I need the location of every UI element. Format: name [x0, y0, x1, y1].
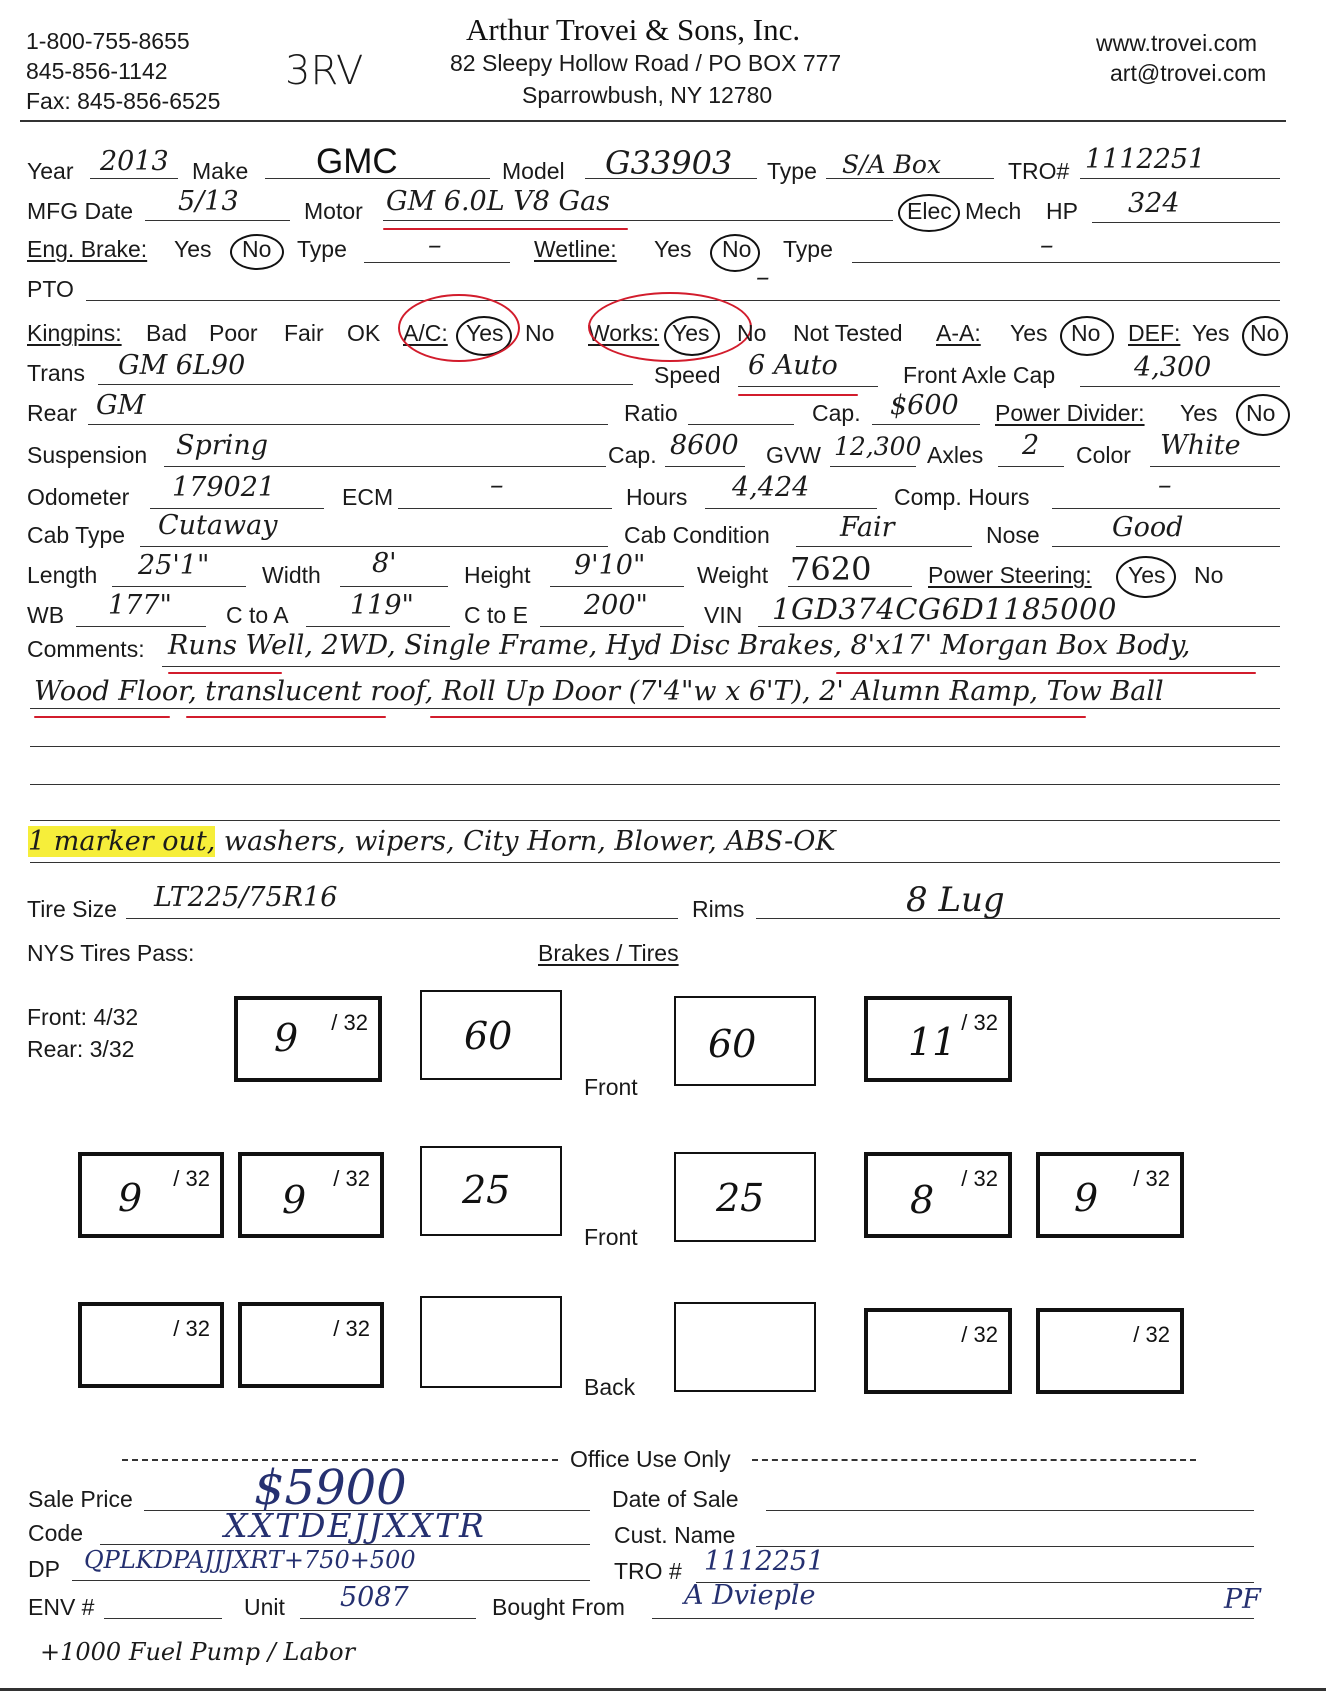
wetline-label: Wetline:	[534, 236, 617, 262]
ecm-label: ECM	[342, 484, 394, 510]
height-label: Height	[464, 562, 531, 588]
rear-cap-label: Cap.	[812, 400, 861, 426]
code-value[interactable]: XXTDEJJXXTR	[224, 1506, 486, 1545]
tire-size-line	[126, 918, 678, 919]
type-label: Type	[767, 158, 817, 184]
axles-line	[998, 466, 1064, 467]
comments-highlight: 1 marker out,	[28, 826, 216, 857]
susp-cap-label: Cap.	[608, 442, 657, 468]
power-steering-yes-circle	[1116, 556, 1176, 598]
initials-value[interactable]: PF	[1224, 1584, 1261, 1615]
trans-value[interactable]: GM 6L90	[118, 350, 246, 381]
wb-label: WB	[27, 602, 65, 628]
dp-value[interactable]: QPLKDPAJJJXRT+750+500	[84, 1546, 416, 1574]
nys-tires-pass-label: NYS Tires Pass:	[27, 940, 195, 966]
def-yes[interactable]: Yes	[1192, 320, 1230, 346]
front-label-2: Front	[584, 1224, 638, 1250]
header-divider	[20, 120, 1286, 122]
date-of-sale-label: Date of Sale	[612, 1486, 739, 1512]
type-value[interactable]: S/A Box	[842, 150, 942, 179]
suspension-label: Suspension	[27, 442, 148, 468]
width-line	[340, 586, 448, 587]
wetline-type-label: Type	[783, 236, 833, 262]
comp-hours-value[interactable]: –	[1158, 470, 1172, 501]
power-divider-no-circle	[1236, 394, 1290, 436]
email: art@trovei.com	[1110, 60, 1267, 86]
speed-value[interactable]: 6 Auto	[748, 350, 838, 381]
handwritten-code: 3RV	[285, 48, 364, 94]
rims-line	[756, 918, 1280, 919]
tire-box-r1-right-outer[interactable]	[864, 996, 1012, 1082]
hp-value[interactable]: 324	[1128, 188, 1180, 219]
eng-brake-type-label: Type	[297, 236, 347, 262]
env-label: ENV #	[28, 1594, 95, 1620]
vin-label: VIN	[704, 602, 743, 628]
tire-tread-value: 9	[282, 1178, 307, 1222]
tire-tread-value: 11	[908, 1020, 957, 1064]
wetline-type-line	[852, 262, 1280, 263]
bottom-border	[0, 1688, 1326, 1691]
ecm-value[interactable]: –	[490, 470, 504, 501]
office-divider-right	[752, 1459, 1196, 1461]
axles-value[interactable]: 2	[1022, 430, 1040, 461]
cab-condition-value[interactable]: Fair	[840, 512, 895, 543]
gvw-value[interactable]: 12,300	[834, 432, 922, 461]
rims-label: Rims	[692, 896, 745, 922]
tire-box-r2-right-inner[interactable]	[864, 1152, 1012, 1238]
comments-line-3-rest: washers, wipers, City Horn, Blower, ABS-OK	[215, 826, 836, 857]
model-value[interactable]: G33903	[605, 144, 733, 182]
comp-hours-line	[1052, 508, 1280, 509]
eng-brake-no[interactable]: No	[242, 236, 272, 262]
tire-box-r3-left-outer[interactable]	[78, 1302, 224, 1388]
per32-label: / 32	[173, 1166, 210, 1191]
ratio-label: Ratio	[624, 400, 678, 426]
cab-condition-label: Cab Condition	[624, 522, 770, 548]
brakes-tires-label: Brakes / Tires	[538, 940, 679, 966]
mech-label[interactable]: Mech	[965, 198, 1022, 224]
tire-size-value[interactable]: LT225/75R16	[154, 882, 338, 913]
nose-label: Nose	[986, 522, 1040, 548]
tire-tread-value: 9	[118, 1176, 143, 1220]
make-value[interactable]: GMC	[316, 142, 398, 181]
fax: Fax: 845-856-6525	[26, 88, 221, 114]
wetline-yes[interactable]: Yes	[654, 236, 692, 262]
tro-num-label: TRO #	[614, 1558, 682, 1584]
hp-line	[1092, 222, 1280, 223]
def-no[interactable]: No	[1250, 320, 1280, 346]
rear-label: Rear	[27, 400, 77, 426]
comp-hours-label: Comp. Hours	[894, 484, 1030, 510]
length-label: Length	[27, 562, 98, 588]
odometer-line	[150, 508, 324, 509]
comments-red-ul-2a	[34, 716, 170, 718]
nose-line	[1052, 546, 1280, 547]
rear-cap-value[interactable]: $600	[890, 390, 959, 421]
c-to-a-value[interactable]: 119"	[350, 590, 414, 621]
bought-from-value[interactable]: A Dvieple	[684, 1580, 816, 1611]
front-spec: Front: 4/32	[27, 1004, 139, 1030]
gvw-line	[830, 466, 916, 467]
tire-box-r1-left-outer[interactable]	[234, 996, 382, 1082]
hours-label: Hours	[626, 484, 688, 510]
height-line	[550, 586, 684, 587]
tire-tread-value: 9	[274, 1016, 299, 1060]
elec-label[interactable]: Elec	[907, 198, 952, 224]
mfg-date-label: MFG Date	[27, 198, 134, 224]
width-label: Width	[262, 562, 321, 588]
color-value[interactable]: White	[1160, 430, 1241, 461]
comments-red-ul-1b	[836, 672, 1256, 674]
comments-rule-6	[30, 862, 1280, 863]
front-axle-cap-value[interactable]: 4,300	[1134, 352, 1212, 383]
tro-num-value[interactable]: 1112251	[704, 1546, 825, 1577]
speed-line	[738, 386, 878, 387]
eng-brake-yes[interactable]: Yes	[174, 236, 212, 262]
brake-box-r2-right[interactable]	[674, 1152, 816, 1242]
speed-label: Speed	[654, 362, 721, 388]
tire-box-r3-left-inner[interactable]	[238, 1302, 384, 1388]
comments-line-1[interactable]: Runs Well, 2WD, Single Frame, Hyd Disc Brakes, 8'x17' Morgan Box Body,	[168, 630, 1191, 661]
power-steering-label: Power Steering:	[928, 562, 1092, 588]
comments-line-3[interactable]	[28, 826, 836, 857]
front-axle-cap-label: Front Axle Cap	[903, 362, 1056, 388]
make-label: Make	[192, 158, 249, 184]
tire-box-r2-right-outer[interactable]	[1036, 1152, 1184, 1238]
rims-value[interactable]: 8 Lug	[906, 880, 1005, 920]
length-value[interactable]: 25'1"	[138, 550, 210, 581]
works-not-tested[interactable]: Not Tested	[793, 320, 903, 346]
eng-brake-type-line	[364, 262, 510, 263]
c-to-e-label: C to E	[464, 602, 528, 628]
vin-value[interactable]: 1GD374CG6D1185000	[772, 592, 1117, 626]
comments-rule-1	[162, 666, 1280, 667]
per32-label: / 32	[961, 1010, 998, 1035]
def-label: DEF:	[1128, 320, 1181, 346]
cust-name-label: Cust. Name	[614, 1522, 736, 1548]
tro-label: TRO#	[1008, 158, 1070, 184]
address-line-1: 82 Sleepy Hollow Road / PO BOX 777	[450, 50, 842, 76]
kingpins-label: Kingpins:	[27, 320, 122, 346]
eng-brake-no-circle	[230, 234, 284, 270]
dp-line	[72, 1580, 590, 1581]
aa-label: A-A:	[936, 320, 981, 346]
comments-rule-4	[30, 784, 1280, 785]
motor-label: Motor	[304, 198, 363, 224]
kingpins-ok[interactable]: OK	[347, 320, 381, 346]
bought-from-label: Bought From	[492, 1594, 625, 1620]
def-no-circle	[1242, 316, 1288, 356]
unit-value[interactable]: 5087	[340, 1582, 409, 1613]
trans-line	[98, 384, 633, 385]
year-line	[90, 178, 178, 179]
comments-label: Comments:	[27, 636, 145, 662]
per32-label: / 32	[961, 1166, 998, 1191]
works-red-circle	[588, 292, 752, 362]
back-label: Back	[584, 1374, 636, 1400]
ac-yes[interactable]: Yes	[466, 320, 504, 346]
wetline-type-value[interactable]: –	[1040, 230, 1054, 261]
per32-label: / 32	[333, 1166, 370, 1191]
elec-circle	[898, 194, 960, 232]
sale-price-label: Sale Price	[28, 1486, 133, 1512]
speed-red-underline	[738, 394, 858, 396]
cab-type-value[interactable]: Cutaway	[158, 510, 278, 541]
comments-red-ul-2b	[186, 716, 386, 718]
code-label: Code	[28, 1520, 83, 1546]
mfg-date-value[interactable]: 5/13	[178, 186, 239, 217]
brake-box-r2-left[interactable]	[420, 1146, 562, 1236]
phone-2: 845-856-1142	[26, 58, 168, 84]
brake-value: 25	[716, 1176, 765, 1220]
comments-rule-3	[30, 746, 1280, 747]
ac-label: A/C:	[403, 320, 448, 346]
c-to-a-line	[306, 626, 450, 627]
power-divider-label: Power Divider:	[995, 400, 1145, 426]
office-use-only-label: Office Use Only	[570, 1446, 731, 1472]
footer-note: +1000 Fuel Pump / Labor	[40, 1638, 356, 1666]
address-line-2: Sparrowbush, NY 12780	[522, 82, 773, 108]
front-axle-cap-line	[1080, 386, 1280, 387]
c-to-e-value[interactable]: 200"	[584, 590, 648, 621]
works-label: Works:	[588, 320, 660, 346]
ac-no[interactable]: No	[525, 320, 555, 346]
phone-1: 1-800-755-8655	[26, 28, 190, 54]
per32-label: / 32	[961, 1322, 998, 1347]
brake-value: 60	[708, 1022, 757, 1066]
date-of-sale-line	[766, 1510, 1254, 1511]
suspension-value[interactable]: Spring	[176, 430, 268, 461]
aa-no[interactable]: No	[1071, 320, 1101, 346]
brake-value: 25	[462, 1168, 511, 1212]
motor-red-underline	[383, 228, 628, 230]
weight-label: Weight	[697, 562, 769, 588]
year-value[interactable]: 2013	[100, 146, 169, 177]
c-to-a-label: C to A	[226, 602, 289, 628]
odometer-value[interactable]: 179021	[172, 472, 276, 503]
comments-rule-5	[30, 820, 1280, 821]
weight-value[interactable]: 7620	[790, 550, 872, 588]
per32-label: / 32	[173, 1316, 210, 1341]
brake-box-r3-left[interactable]	[420, 1296, 562, 1388]
per32-label: / 32	[1133, 1166, 1170, 1191]
comments-line-2[interactable]: Wood Floor, translucent roof, Roll Up Door (7'4"w x 6'T), 2' Alumn Ramp, Tow Ball	[34, 676, 1164, 707]
rear-cap-line	[872, 424, 980, 425]
length-line	[112, 586, 246, 587]
wb-value[interactable]: 177"	[108, 590, 172, 621]
vin-line	[758, 626, 1280, 627]
year-label: Year	[27, 158, 74, 184]
cab-type-label: Cab Type	[27, 522, 126, 548]
comments-red-ul-2c	[430, 716, 1086, 718]
per32-label: / 32	[1133, 1322, 1170, 1347]
nose-value[interactable]: Good	[1112, 512, 1184, 543]
eng-brake-type-value[interactable]: –	[428, 230, 442, 261]
power-divider-yes[interactable]: Yes	[1180, 400, 1218, 426]
per32-label: / 32	[333, 1316, 370, 1341]
tro-line	[1080, 178, 1280, 179]
tire-box-r3-right-inner[interactable]	[864, 1308, 1012, 1394]
power-divider-no[interactable]: No	[1246, 400, 1276, 426]
susp-cap-value[interactable]: 8600	[670, 430, 739, 461]
tro-value[interactable]: 1112251	[1085, 144, 1206, 175]
ratio-line	[688, 424, 794, 425]
odometer-label: Odometer	[27, 484, 130, 510]
kingpins-bad[interactable]: Bad	[146, 320, 187, 346]
height-value[interactable]: 9'10"	[574, 550, 646, 581]
brake-box-r3-right[interactable]	[674, 1302, 816, 1392]
axles-label: Axles	[927, 442, 984, 468]
cab-type-line	[140, 546, 608, 547]
suspension-line	[164, 466, 606, 467]
tire-box-r2-left-outer[interactable]	[78, 1152, 224, 1238]
mfg-date-line	[145, 220, 290, 221]
works-yes[interactable]: Yes	[672, 320, 710, 346]
color-label: Color	[1076, 442, 1131, 468]
wetline-no-circle	[710, 234, 760, 272]
sale-price-value[interactable]: $5900	[254, 1460, 407, 1516]
cust-name-line	[756, 1546, 1254, 1547]
works-no[interactable]: No	[737, 320, 767, 346]
width-value[interactable]: 8'	[372, 548, 397, 579]
brake-value: 60	[464, 1014, 513, 1058]
brake-box-r1-right[interactable]	[674, 996, 816, 1086]
motor-line	[383, 220, 893, 221]
ecm-line	[398, 508, 612, 509]
comments-red-ul-1a	[168, 672, 282, 674]
rear-value[interactable]: GM	[96, 390, 146, 421]
aa-yes[interactable]: Yes	[1010, 320, 1048, 346]
tire-size-label: Tire Size	[27, 896, 117, 922]
gvw-label: GVW	[766, 442, 821, 468]
rear-line	[88, 424, 608, 425]
wetline-no[interactable]: No	[722, 236, 752, 262]
hours-line	[705, 508, 877, 509]
motor-value[interactable]: GM 6.0L V8 Gas	[386, 186, 611, 217]
cab-condition-line	[796, 546, 972, 547]
power-steering-no[interactable]: No	[1194, 562, 1224, 588]
kingpins-fair[interactable]: Fair	[284, 320, 324, 346]
c-to-e-line	[540, 626, 684, 627]
tire-box-r3-right-outer[interactable]	[1036, 1308, 1184, 1394]
unit-label: Unit	[244, 1594, 285, 1620]
power-steering-yes[interactable]: Yes	[1128, 562, 1166, 588]
ac-red-circle	[398, 294, 520, 362]
trans-label: Trans	[27, 360, 85, 386]
bought-from-line	[652, 1618, 1254, 1619]
company-name: Arthur Trovei & Sons, Inc.	[466, 12, 801, 47]
tire-tread-value: 8	[910, 1178, 935, 1222]
website: www.trovei.com	[1096, 30, 1258, 56]
unit-line	[300, 1618, 476, 1619]
dp-label: DP	[28, 1556, 60, 1582]
pto-value[interactable]: –	[756, 262, 770, 293]
brake-box-r1-left[interactable]	[420, 990, 562, 1080]
hours-value[interactable]: 4,424	[732, 472, 810, 503]
hp-label: HP	[1046, 198, 1078, 224]
per32-label: / 32	[331, 1010, 368, 1035]
rear-spec: Rear: 3/32	[27, 1036, 135, 1062]
comments-rule-2	[30, 708, 1280, 709]
kingpins-poor[interactable]: Poor	[209, 320, 258, 346]
pto-label: PTO	[27, 276, 74, 302]
tire-box-r2-left-inner[interactable]	[238, 1152, 384, 1238]
eng-brake-label: Eng. Brake:	[27, 236, 148, 262]
model-label: Model	[502, 158, 565, 184]
tire-tread-value: 9	[1074, 1176, 1099, 1220]
susp-cap-line	[665, 466, 745, 467]
wb-line	[76, 626, 206, 627]
aa-no-circle	[1060, 316, 1114, 356]
color-line	[1150, 466, 1280, 467]
env-line	[104, 1618, 222, 1619]
front-label-1: Front	[584, 1074, 638, 1100]
